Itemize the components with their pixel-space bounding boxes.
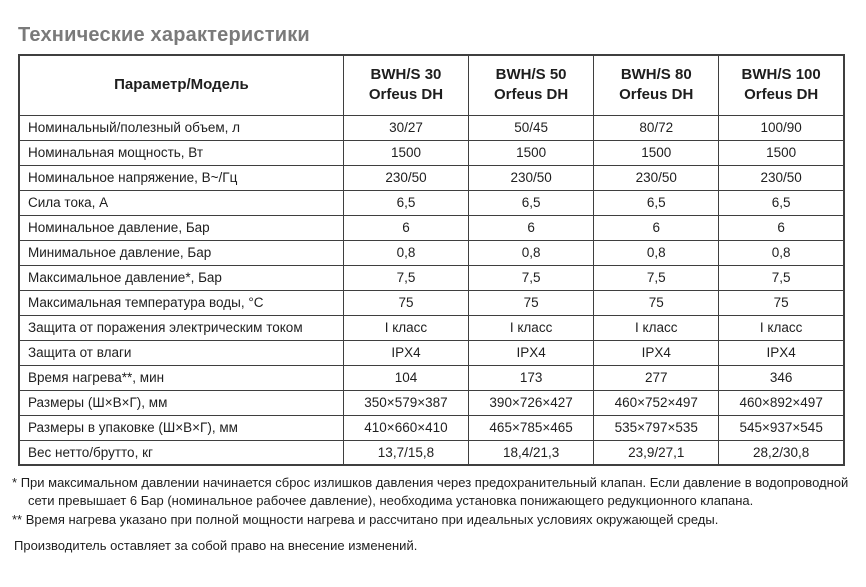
value-cell: 6,5: [343, 190, 468, 215]
table-row: [19, 390, 844, 415]
table-row: [19, 365, 844, 390]
footnote-max-pressure: [12, 474, 852, 511]
param-label: Размеры в упаковке (Ш×В×Г), мм: [19, 415, 343, 440]
param-label: Сила тока, А: [19, 190, 343, 215]
model-name: BWH/S 100: [741, 66, 821, 83]
param-label: Максимальное давление*, Бар: [19, 265, 343, 290]
value-cell: 6,5: [594, 190, 719, 215]
header-row: [19, 55, 844, 115]
param-label: Время нагрева**, мин: [19, 365, 343, 390]
model-header-bwhs-30: [343, 55, 468, 115]
model-header-bwhs-50: [469, 55, 594, 115]
value-cell: 1500: [343, 140, 468, 165]
param-label: Номинальное напряжение, В~/Гц: [19, 165, 343, 190]
model-name: BWH/S 30: [370, 66, 442, 83]
value-cell: 0,8: [469, 240, 594, 265]
value-cell: 13,7/15,8: [343, 440, 468, 465]
value-cell: 6,5: [469, 190, 594, 215]
value-cell: 104: [343, 365, 468, 390]
value-cell: IPX4: [469, 340, 594, 365]
value-cell: 390×726×427: [469, 390, 594, 415]
footnote-text: Время нагрева указано при полной мощности нагрева и рассчитано при идеальных условиях окружающей среды.: [25, 511, 719, 527]
value-cell: 173: [469, 365, 594, 390]
value-cell: 18,4/21,3: [469, 440, 594, 465]
model-series: Orfeus DH: [368, 86, 444, 104]
value-cell: 6,5: [719, 190, 844, 215]
table-row: [19, 340, 844, 365]
value-cell: I класс: [719, 315, 844, 340]
table-row: [19, 315, 844, 340]
value-cell: 1500: [594, 140, 719, 165]
param-label: Защита от поражения электрическим током: [19, 315, 343, 340]
table-row: [19, 140, 844, 165]
table-row: [19, 440, 844, 465]
value-cell: 75: [343, 290, 468, 315]
value-cell: 0,8: [594, 240, 719, 265]
value-cell: 28,2/30,8: [719, 440, 844, 465]
table-row: [19, 240, 844, 265]
value-cell: 465×785×465: [469, 415, 594, 440]
param-label: Минимальное давление, Бар: [19, 240, 343, 265]
footnote-marker: **: [12, 511, 23, 527]
param-label: Вес нетто/брутто, кг: [19, 440, 343, 465]
value-cell: 75: [594, 290, 719, 315]
value-cell: 7,5: [469, 265, 594, 290]
value-cell: 230/50: [343, 165, 468, 190]
param-label: Номинальное давление, Бар: [19, 215, 343, 240]
footnote-text: При максимальном давлении начинается сброс излишков давления через предохранительный клапан. Если давление в водопроводной сети превышает 6 Бар (номинальное рабочее давление), необходима установка понижающего редукционного клапана.: [20, 475, 849, 509]
value-cell: 350×579×387: [343, 390, 468, 415]
value-cell: 460×752×497: [594, 390, 719, 415]
value-cell: 535×797×535: [594, 415, 719, 440]
table-row: [19, 215, 844, 240]
value-cell: 23,9/27,1: [594, 440, 719, 465]
value-cell: 7,5: [719, 265, 844, 290]
footnote-heating-time: [12, 511, 852, 529]
model-series: Orfeus DH: [494, 86, 569, 104]
model-series: Orfeus DH: [619, 86, 694, 104]
value-cell: 100/90: [719, 115, 844, 140]
param-label: Защита от влаги: [19, 340, 343, 365]
page-title: Технические характеристики: [18, 24, 310, 46]
value-cell: 460×892×497: [719, 390, 844, 415]
value-cell: IPX4: [719, 340, 844, 365]
table-row: [19, 415, 844, 440]
value-cell: I класс: [343, 315, 468, 340]
footnotes-section: [12, 474, 852, 556]
value-cell: 80/72: [594, 115, 719, 140]
model-series: Orfeus DH: [744, 86, 819, 104]
value-cell: 6: [719, 215, 844, 240]
param-label: Номинальная мощность, Вт: [19, 140, 343, 165]
value-cell: 1500: [469, 140, 594, 165]
model-header-bwhs-80: [594, 55, 719, 115]
value-cell: 50/45: [469, 115, 594, 140]
param-model-header: Параметр/Модель: [19, 55, 343, 115]
value-cell: 230/50: [719, 165, 844, 190]
param-label: Максимальная температура воды, °С: [19, 290, 343, 315]
value-cell: I класс: [469, 315, 594, 340]
table-row: [19, 290, 844, 315]
value-cell: 6: [594, 215, 719, 240]
value-cell: 0,8: [719, 240, 844, 265]
value-cell: 545×937×545: [719, 415, 844, 440]
value-cell: 0,8: [343, 240, 468, 265]
value-cell: 75: [469, 290, 594, 315]
value-cell: 1500: [719, 140, 844, 165]
value-cell: 30/27: [343, 115, 468, 140]
value-cell: IPX4: [343, 340, 468, 365]
footnote-marker: *: [12, 475, 18, 490]
value-cell: I класс: [594, 315, 719, 340]
value-cell: 6: [343, 215, 468, 240]
spec-table: [18, 54, 845, 466]
model-name: BWH/S 50: [495, 66, 567, 83]
param-label: Размеры (Ш×В×Г), мм: [19, 390, 343, 415]
value-cell: 7,5: [343, 265, 468, 290]
table-row: [19, 165, 844, 190]
table-row: [19, 115, 844, 140]
param-label: Номинальный/полезный объем, л: [19, 115, 343, 140]
table-row: [19, 265, 844, 290]
value-cell: 230/50: [594, 165, 719, 190]
table-row: [19, 190, 844, 215]
value-cell: IPX4: [594, 340, 719, 365]
value-cell: 6: [469, 215, 594, 240]
value-cell: 277: [594, 365, 719, 390]
value-cell: 230/50: [469, 165, 594, 190]
value-cell: 75: [719, 290, 844, 315]
value-cell: 7,5: [594, 265, 719, 290]
manufacturer-disclaimer: Производитель оставляет за собой право на внесение изменений.: [14, 538, 418, 554]
model-header-bwhs-100: [719, 55, 844, 115]
model-name: BWH/S 80: [620, 66, 692, 83]
value-cell: 346: [719, 365, 844, 390]
value-cell: 410×660×410: [343, 415, 468, 440]
